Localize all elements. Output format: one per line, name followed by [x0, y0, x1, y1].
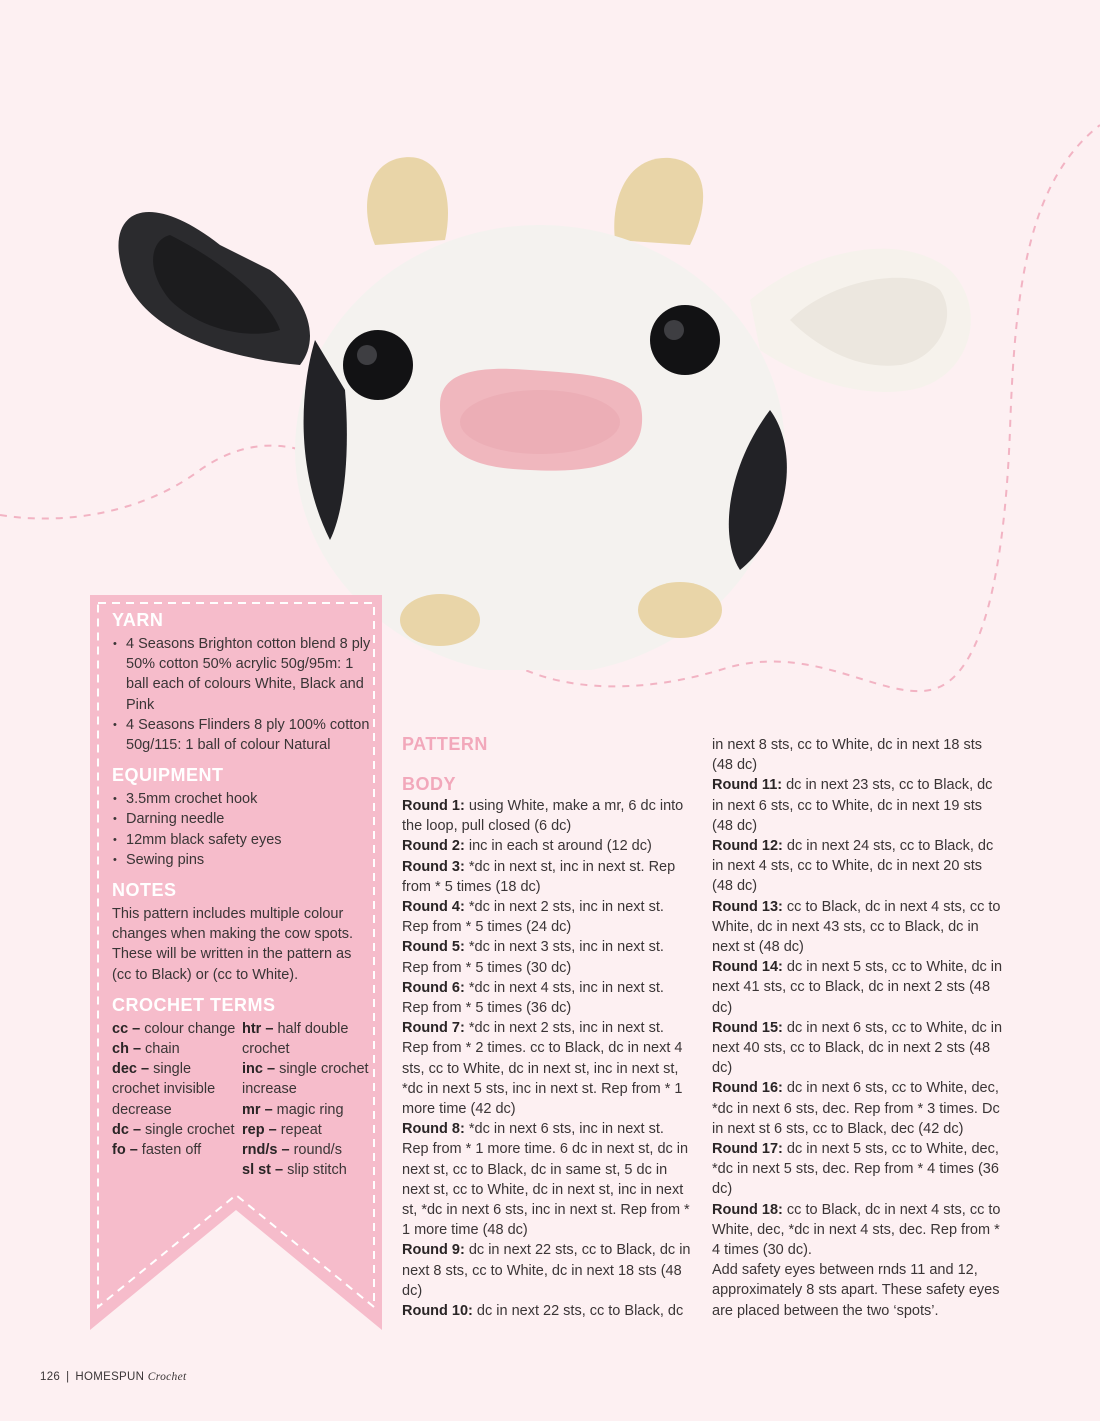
pattern-round: Round 17: dc in next 5 sts, cc to White, dec, *dc in next 5 sts, dec. Rep from * 4 times (36 dc) — [712, 1141, 999, 1198]
yarn-list — [112, 634, 372, 755]
list-item: • 4 Seasons Brighton cotton blend 8 ply 50% cotton 50% acrylic 50g/95m: 1 ball each of colours White, Black and Pink — [112, 634, 372, 715]
pattern-heading: PATTERN — [402, 734, 488, 754]
pattern-round: Round 1: using White, make a mr, 6 dc into the loop, pull closed (6 dc) — [402, 798, 684, 835]
equipment-list — [112, 789, 372, 870]
term-item: cc – colour change — [112, 1020, 236, 1037]
pattern-round: Round 7: *dc in next 2 sts, inc in next st. Rep from * 2 times. cc to Black, dc in next 4 sts, cc to White, dc in next st, inc in next st, *dc in next 5 sts, inc in next st. Rep from * 1 more time (42 dc) — [402, 1020, 683, 1118]
pattern-round: Round 9: dc in next 22 sts, cc to Black, dc in next 8 sts, cc to White, dc in next 18 sts (48 dc) — [402, 1242, 691, 1299]
notes-text: This pattern includes multiple colour changes when making the cow spots. These will be written in the pattern as (cc to Black) or (cc to White). — [112, 906, 353, 983]
notes-heading: NOTES — [112, 880, 177, 901]
crochet-cow-photo — [110, 150, 990, 670]
term-item: dc – single crochet — [112, 1121, 235, 1138]
term-item: rnd/s – round/s — [242, 1142, 342, 1159]
terms-column-left — [112, 1019, 242, 1181]
pattern-round: Round 6: *dc in next 4 sts, inc in next st. Rep from * 5 times (36 dc) — [402, 979, 664, 1017]
pattern-round: Round 11: dc in next 23 sts, cc to Black, dc in next 6 sts, cc to White, dc in next 19 sts (48 dc) — [712, 777, 993, 834]
pattern-round: Round 8: *dc in next 6 sts, inc in next st. Rep from * 1 more time. 6 dc in next st, dc in next st, cc to Black, dc in same st, 5 dc in next st, cc to White, dc in next st, inc in next st, *dc in next 6 sts, inc in next st. Rep from * 1 more time (48 dc) — [402, 1121, 690, 1239]
pattern-note: Add safety eyes between rnds 11 and 12, approximately 8 sts apart. These safety eyes are placed between the two ‘spots’. — [712, 1262, 1000, 1319]
pattern-round: Round 3: *dc in next st, inc in next st. Rep from * 5 times (18 dc) — [402, 858, 676, 895]
term-item: rep – repeat — [242, 1121, 322, 1138]
pattern-round: Round 18: cc to Black, dc in next 4 sts, cc to White, dec, *dc in next 4 sts, dec. Rep from * 4 times (30 dc). — [712, 1201, 1001, 1259]
pattern-round: Round 2: inc in each st around (12 dc) — [402, 838, 652, 855]
list-item: • 3.5mm crochet hook — [112, 789, 372, 809]
yarn-heading: YARN — [112, 610, 164, 630]
list-item: • 12mm black safety eyes — [112, 830, 372, 850]
list-item: • Sewing pins — [112, 850, 372, 870]
list-item: • Darning needle — [112, 809, 372, 829]
pattern-round: Round 13: cc to Black, dc in next 4 sts, cc to White, dc in next 43 sts, cc to Black, dc in next st (48 dc) — [712, 898, 1001, 956]
term-item: fo – fasten off — [112, 1142, 202, 1159]
footer-separator: | — [66, 1371, 70, 1383]
pattern-column-middle — [402, 732, 692, 1321]
term-item: sl st – slip stitch — [242, 1162, 347, 1179]
equipment-heading: EQUIPMENT — [112, 765, 224, 786]
crochet-terms-list — [112, 1019, 372, 1181]
materials-sidebar — [112, 608, 372, 1180]
pattern-column-right — [712, 735, 1004, 1321]
term-item: inc – single crochet increase — [242, 1061, 369, 1098]
page-number: 126 — [40, 1371, 61, 1383]
pattern-round: Round 5: *dc in next 3 sts, inc in next st. Rep from * 5 times (30 dc) — [402, 939, 664, 976]
publication-name: HOMESPUN — [75, 1371, 145, 1383]
list-item: • 4 Seasons Flinders 8 ply 100% cotton 50g/115: 1 ball of colour Natural — [112, 715, 372, 755]
crochet-terms-heading: CROCHET TERMS — [112, 994, 276, 1015]
pattern-continuation: in next 8 sts, cc to White, dc in next 18 sts (48 dc) — [712, 737, 982, 774]
term-item: mr – magic ring — [242, 1101, 344, 1118]
publication-subtitle: Crochet — [147, 1371, 187, 1383]
page-footer — [40, 1371, 186, 1383]
pattern-round: Round 10: dc in next 22 sts, cc to Black, dc — [402, 1303, 684, 1320]
pattern-round: Round 4: *dc in next 2 sts, inc in next st. Rep from * 5 times (24 dc) — [402, 899, 664, 936]
term-item: dec – single crochet invisible decrease — [112, 1061, 216, 1118]
pattern-round: Round 15: dc in next 6 sts, cc to White, dc in next 40 sts, cc to Black, dc in next 2 sts (48 dc) — [712, 1019, 1003, 1077]
pattern-round: Round 12: dc in next 24 sts, cc to Black, dc in next 4 sts, cc to White, dc in next 20 sts (48 dc) — [712, 838, 994, 895]
term-item: ch – chain — [112, 1041, 180, 1058]
term-item: htr – half double crochet — [242, 1020, 349, 1058]
body-heading: BODY — [402, 774, 457, 794]
pattern-round: Round 14: dc in next 5 sts, cc to White, dc in next 41 sts, cc to Black, dc in next 2 sts (48 dc) — [712, 959, 1003, 1016]
terms-column-right — [242, 1019, 372, 1181]
pattern-round: Round 16: dc in next 6 sts, cc to White, dec, *dc in next 6 sts, dec. Rep from * 3 times. Dc in next st 6 sts, cc to Black, dec (42 dc) — [712, 1080, 1000, 1137]
